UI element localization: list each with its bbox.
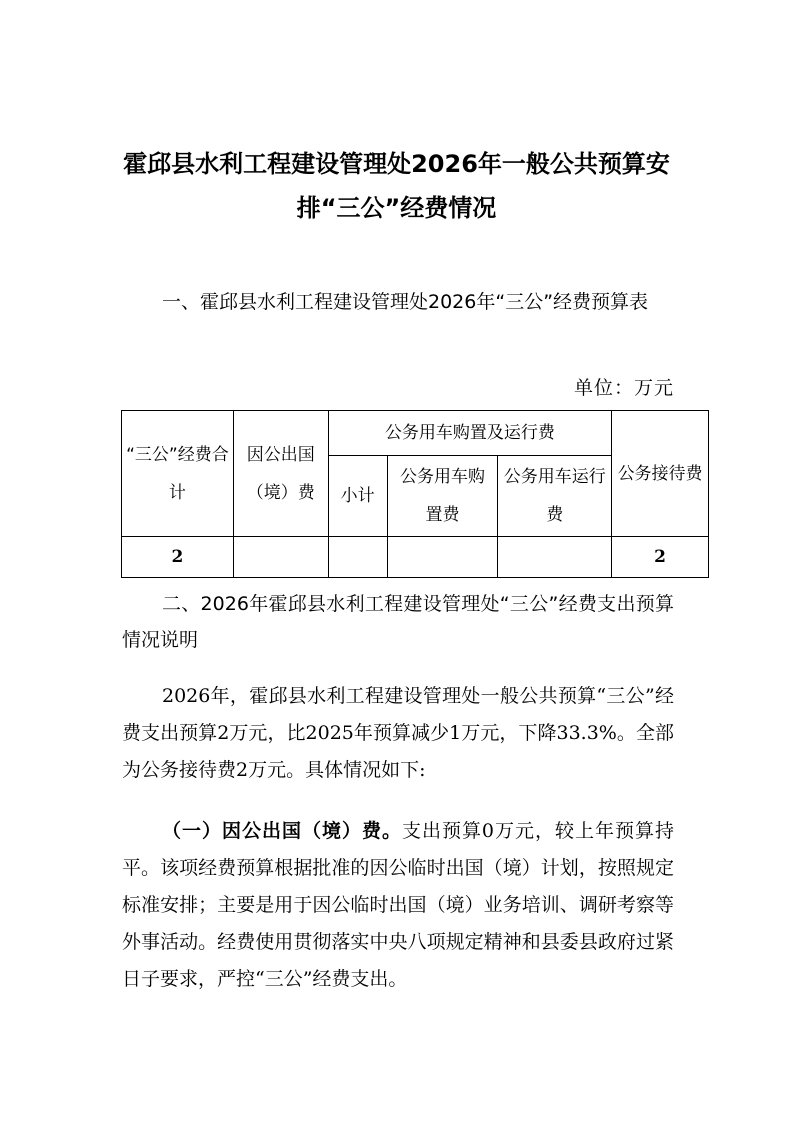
paragraph-body: 支出预算0万元，较上年预算持平。该项经费预算根据批准的因公临时出国（境）计划，按照规定标准安排；主要是用于因公临时出国（境）业务培训、调研考察等外事活动。经费使用贯彻落实中央八项规定精神和县委县政府过紧日子要求，严控“三公”经费支出。 [122, 820, 674, 990]
section-2-heading: 二、2026年霍邱县水利工程建设管理处“三公”经费支出预算情况说明 [122, 593, 674, 651]
section-1-heading: 一、霍邱县水利工程建设管理处2026年“三公”经费预算表 [162, 291, 649, 313]
cell-vehicle-purchase [387, 537, 498, 578]
cell-reception: 2 [612, 537, 709, 578]
cell-abroad [233, 537, 328, 578]
table-header-row-1 [122, 411, 709, 456]
cell-total: 2 [122, 537, 234, 578]
header-subtotal: 小计 [328, 456, 387, 537]
unit-label: 单位：万元 [573, 377, 674, 399]
header-vehicle-operation: 公务用车运行费 [498, 456, 612, 537]
document-title: 霍邱县水利工程建设管理处2026年一般公共预算安排“三公”经费情况 [123, 150, 670, 222]
header-abroad: 因公出国（境）费 [233, 411, 328, 537]
header-vehicle-group: 公务用车购置及运行费 [328, 411, 611, 456]
header-reception: 公务接待费 [612, 411, 709, 537]
cell-vehicle-operation [498, 537, 612, 578]
paragraph-abroad-expense [122, 813, 674, 998]
paragraph-summary: 2026年，霍邱县水利工程建设管理处一般公共预算“三公”经费支出预算2万元，比2025年预算减少1万元，下降33.3%。全部为公务接待费2万元。具体情况如下: [122, 685, 674, 781]
paragraph-lead: （一）因公出国（境）费。 [162, 820, 402, 842]
header-total: “三公”经费合计 [122, 411, 234, 537]
cell-subtotal [328, 537, 387, 578]
table-row [122, 537, 709, 578]
budget-table [121, 410, 709, 578]
header-vehicle-purchase: 公务用车购置费 [387, 456, 498, 537]
